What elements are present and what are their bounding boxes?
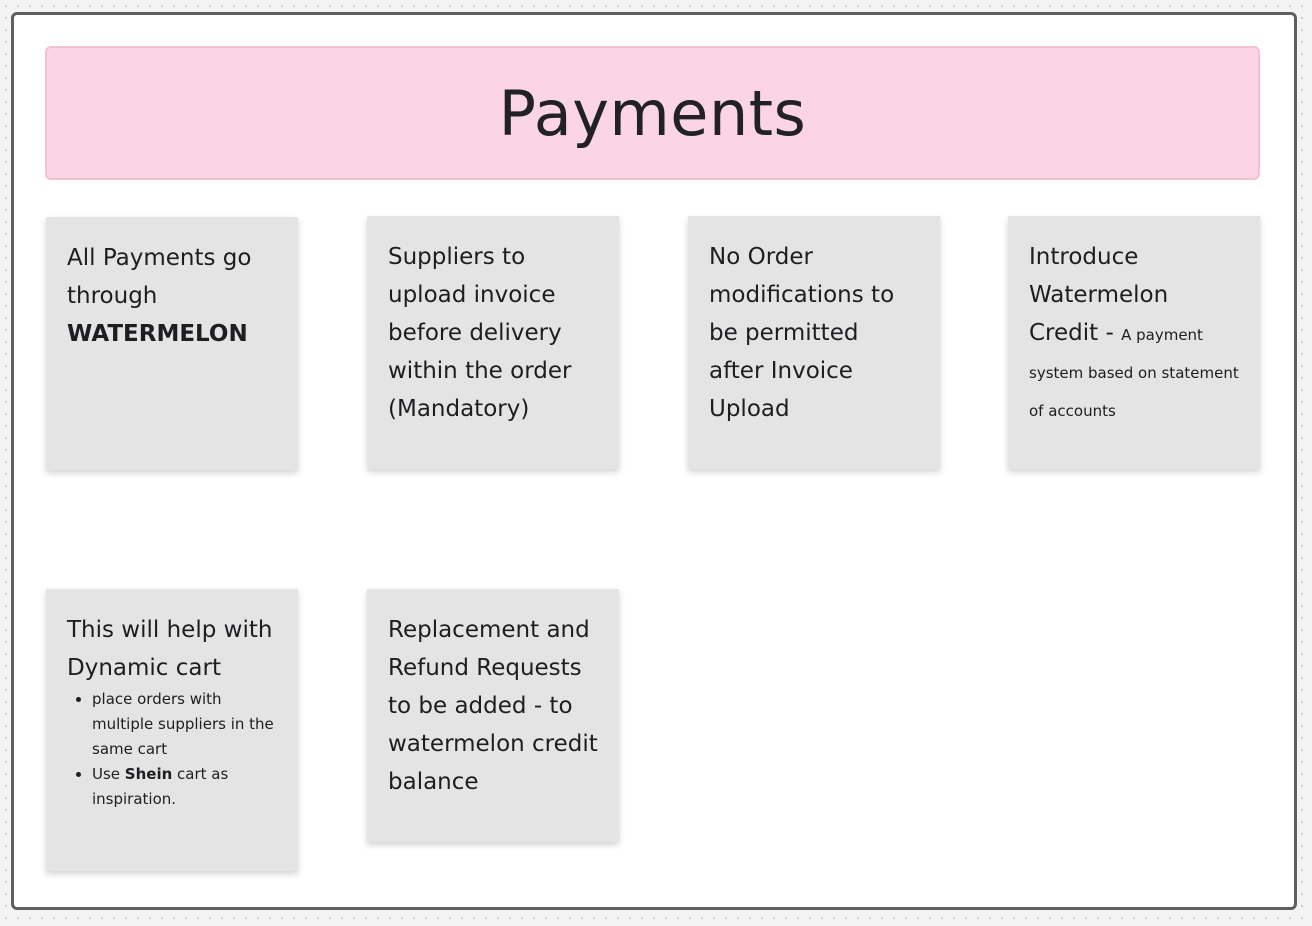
note-bullet-list	[67, 687, 278, 812]
note-text: Suppliers to upload invoice before delivery within the order (Mandatory)	[388, 244, 572, 422]
note-text: No Order modifications to be permitted after Invoice Upload	[709, 244, 895, 422]
sticky-note-replacement-refund[interactable]	[367, 589, 619, 842]
note-text: All Payments go through	[67, 245, 252, 309]
sticky-note-supplier-invoice[interactable]	[367, 216, 619, 469]
sticky-note-dynamic-cart[interactable]	[46, 589, 298, 871]
list-item: • place orders with multiple suppliers in the same cart	[92, 687, 278, 762]
note-text: Introduce Watermelon Credit -	[1029, 244, 1169, 346]
note-small-text: A payment system based on statement of accounts	[1029, 326, 1239, 420]
section-header[interactable]	[45, 46, 1260, 180]
note-text: This will help with Dynamic cart	[67, 617, 273, 681]
list-item: • Use Shein cart as inspiration.	[92, 762, 278, 812]
note-bold-text: WATERMELON	[67, 321, 248, 347]
sticky-note-all-payments[interactable]	[46, 217, 298, 470]
sticky-note-no-order-modifications[interactable]	[688, 216, 940, 469]
page-title: Payments	[498, 76, 807, 150]
note-text: Replacement and Refund Requests to be added - to watermelon credit balance	[388, 617, 598, 795]
sticky-note-watermelon-credit[interactable]	[1008, 216, 1260, 469]
note-bold-text: Shein	[124, 765, 173, 783]
